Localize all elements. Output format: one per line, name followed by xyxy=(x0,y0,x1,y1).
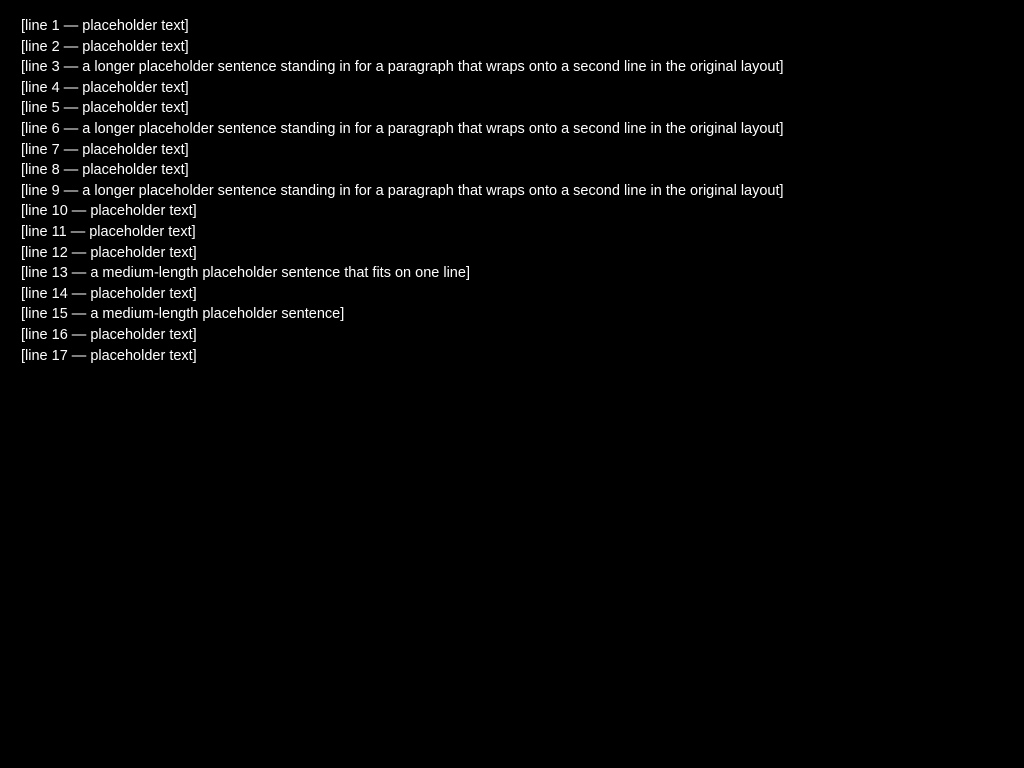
text-line-15: [line 15 — a medium-length placeholder sentence] xyxy=(21,306,345,323)
text-line-1: [line 1 — placeholder text] xyxy=(21,18,189,34)
text-line-11: [line 11 — placeholder text] xyxy=(21,223,196,240)
text-line-13: [line 13 — a medium-length placeholder sentence that fits on one line] xyxy=(21,265,470,282)
text-line-4: [line 4 — placeholder text] xyxy=(21,79,189,96)
text-line-6: [line 6 — a longer placeholder sentence standing in for a paragraph that wraps onto a second line in the original layout] xyxy=(21,120,784,137)
text-line-8: [line 8 — placeholder text] xyxy=(21,162,189,179)
text-line-7: [line 7 — placeholder text] xyxy=(21,141,189,158)
text-line-9: [line 9 — a longer placeholder sentence standing in for a paragraph that wraps onto a second line in the original layout] xyxy=(21,182,784,199)
text-line-3: [line 3 — a longer placeholder sentence standing in for a paragraph that wraps onto a second line in the original layout] xyxy=(21,59,784,76)
text-line-2: [line 2 — placeholder text] xyxy=(21,38,189,55)
text-line-5: [line 5 — placeholder text] xyxy=(21,100,189,117)
text-line-10: [line 10 — placeholder text] xyxy=(21,203,197,220)
text-line-14: [line 14 — placeholder text] xyxy=(21,285,197,302)
text-line-16: [line 16 — placeholder text] xyxy=(21,326,197,343)
text-line-17: [line 17 — placeholder text] xyxy=(21,347,197,364)
text-line-12: [line 12 — placeholder text] xyxy=(21,244,197,261)
